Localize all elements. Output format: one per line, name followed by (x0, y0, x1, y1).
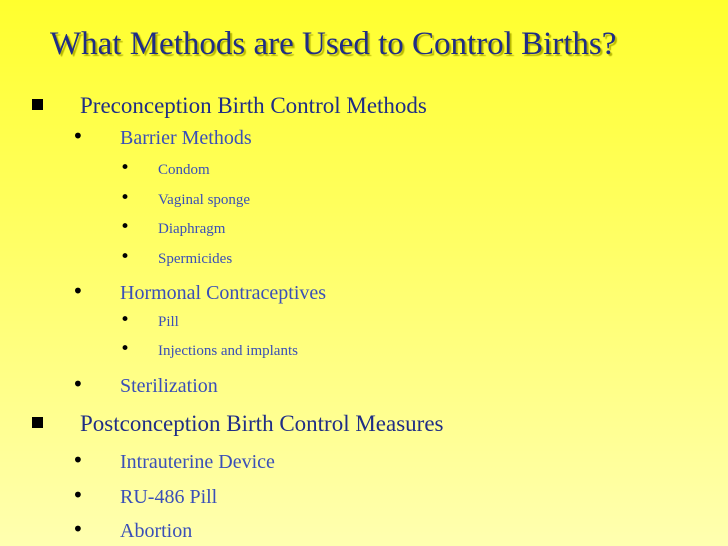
bullet-icon: • (120, 188, 131, 208)
item-label: Injections and implants (158, 343, 298, 359)
section-label: Preconception Birth Control Methods (80, 93, 427, 118)
slide-title: What Methods are Used to Control Births? (50, 26, 617, 62)
bullet-icon: • (72, 448, 84, 472)
group-label: RU-486 Pill (120, 486, 218, 508)
bullet-icon: • (120, 158, 131, 178)
item-label: Pill (158, 314, 179, 330)
group-label: Hormonal Contraceptives (120, 282, 327, 304)
bullet-icon: • (120, 310, 131, 330)
section-label: Postconception Birth Control Measures (80, 411, 444, 436)
bullet-icon: • (72, 517, 84, 541)
bullet-icon: • (120, 339, 131, 359)
bullet-icon: • (72, 483, 84, 507)
item-label: Diaphragm (158, 221, 226, 237)
group-label: Sterilization (120, 375, 218, 397)
bullet-icon: • (120, 247, 131, 267)
bullet-icon: • (120, 217, 131, 237)
group-label: Intrauterine Device (120, 451, 275, 473)
item-label: Vaginal sponge (158, 192, 251, 208)
bullet-icon: • (72, 279, 84, 303)
item-label: Condom (158, 162, 210, 178)
item-label: Spermicides (158, 251, 233, 267)
square-bullet-icon (32, 417, 43, 428)
bullet-icon: • (72, 372, 84, 396)
group-label: Barrier Methods (120, 127, 252, 149)
bullet-icon: • (72, 124, 84, 148)
group-label: Abortion (120, 520, 193, 542)
square-bullet-icon (32, 99, 43, 110)
